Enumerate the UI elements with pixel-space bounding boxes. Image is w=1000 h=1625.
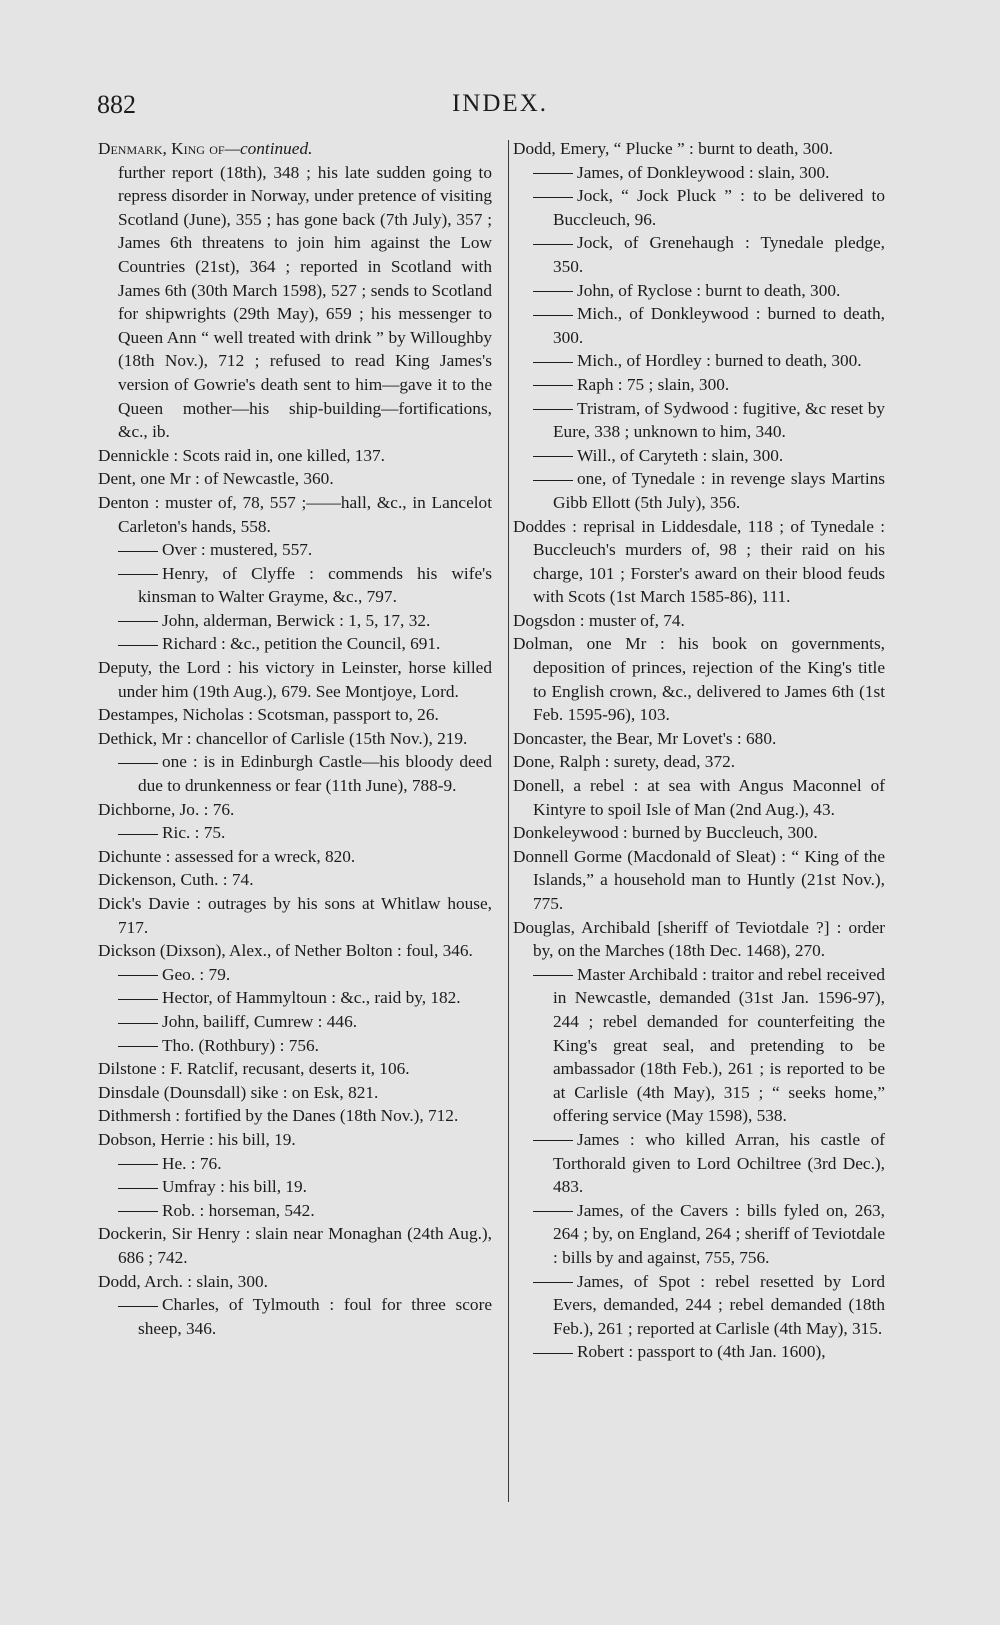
index-entry: Dogsdon : muster of, 74.	[513, 610, 685, 630]
entry-text: Rob. : horseman, 542.	[162, 1200, 315, 1220]
entry-text: one, of Tynedale : in revenge slays Martins Gibb Ellott (5th July), 356.	[553, 469, 885, 512]
repeat-dash	[533, 173, 573, 174]
index-entry: Denton : muster of, 78, 557 ;——hall, &c., in Lancelot Carleton's hands, 558.	[98, 492, 492, 536]
index-subentry	[513, 1340, 885, 1364]
index-subentry	[98, 632, 492, 656]
entry-text: James, of the Cavers : bills fyled on, 263, 264 ; by, on England, 264 ; sheriff of Teviotdale : bills by and against, 755, 756.	[553, 1200, 885, 1267]
entry-text: Richard : &c., petition the Council, 691.	[162, 634, 441, 654]
index-entry: Donnell Gorme (Macdonald of Sleat) : “ King of the Islands,” a household man to Huntly (21st Nov.), 775.	[513, 846, 885, 913]
index-subentry	[513, 1199, 885, 1270]
continued-label: —continued.	[224, 139, 313, 158]
repeat-dash	[118, 834, 158, 835]
repeat-dash	[533, 456, 573, 457]
index-subentry	[513, 184, 885, 231]
repeat-dash	[118, 999, 158, 1000]
index-subentry	[513, 279, 885, 303]
entry-text: Geo. : 79.	[162, 964, 231, 984]
repeat-dash	[118, 1188, 158, 1189]
repeat-dash	[533, 1140, 573, 1141]
repeat-dash	[118, 574, 158, 575]
index-subentry	[513, 467, 885, 514]
entry-text: Over : mustered, 557.	[162, 540, 313, 560]
entry-text: John, of Ryclose : burnt to death, 300.	[577, 280, 841, 300]
entry-text: Robert : passport to (4th Jan. 1600),	[577, 1342, 826, 1362]
repeat-dash	[533, 1282, 573, 1283]
repeat-dash	[533, 315, 573, 316]
page-header	[0, 90, 1000, 130]
index-entry: Dichborne, Jo. : 76.	[98, 799, 235, 819]
index-entry: Dodd, Emery, “ Plucke ” : burnt to death, 300.	[513, 139, 833, 158]
entry-text: Jock, of Grenehaugh : Tynedale pledge, 350.	[553, 233, 885, 276]
entry-text: James : who killed Arran, his castle of Torthorald given to Lord Ochiltree (3rd Dec.), 483.	[553, 1129, 885, 1197]
repeat-dash	[118, 1164, 158, 1165]
entry-text: Hector, of Hammyltoun : &c., raid by, 182.	[162, 988, 461, 1008]
index-entry: Dichunte : assessed for a wreck, 820.	[98, 846, 356, 866]
index-subentry	[513, 373, 885, 397]
index-entry: Donkeleywood : burned by Buccleuch, 300.	[513, 823, 818, 843]
page-number: 882	[97, 90, 136, 119]
repeat-dash	[533, 409, 573, 410]
index-subentry	[98, 538, 492, 562]
index-subentry	[98, 1175, 492, 1199]
index-entry: Dinsdale (Dounsdall) sike : on Esk, 821.	[98, 1082, 379, 1102]
index-entry: Dick's Davie : outrages by his sons at Whitlaw house, 717.	[98, 894, 492, 937]
index-entry: Dithmersh : fortified by the Danes (18th Nov.), 712.	[98, 1106, 459, 1126]
index-entry: Dethick, Mr : chancellor of Carlisle (15th Nov.), 219.	[98, 728, 468, 748]
index-entry: Doddes : reprisal in Liddesdale, 118 ; of Tynedale : Buccleuch's murders of, 98 ; their raid on his charge, 101 ; Forster's award on their blood feuds with Scots (1st March 1585-86), 111.	[513, 516, 885, 607]
entry-text: Umfray : his bill, 19.	[162, 1177, 307, 1197]
entry-text: John, alderman, Berwick : 1, 5, 17, 32.	[162, 610, 431, 630]
entry-text: Mich., of Hordley : burned to death, 300.	[577, 351, 862, 371]
entry-text: one : is in Edinburgh Castle—his bloody deed due to drunkenness or fear (11th June), 788-9.	[138, 752, 492, 796]
index-subentry	[513, 302, 885, 349]
index-subentry	[513, 444, 885, 468]
repeat-dash	[533, 197, 573, 198]
repeat-dash	[118, 763, 158, 764]
index-subentry	[513, 1128, 885, 1199]
index-entry: Dennickle : Scots raid in, one killed, 137.	[98, 445, 386, 465]
repeat-dash	[118, 975, 158, 976]
index-subentry	[98, 963, 492, 987]
repeat-dash	[533, 1211, 573, 1212]
index-entry: further report (18th), 348 ; his late sudden going to repress disorder in Norway, under pretence of visiting Scotland (June), 355 ; has gone back (7th July), 357 ; James 6th threatens to join him against the Low Countries (21st), 364 ; reported in Scotland with James 6th (30th March 1598), 527 ; sends to Scotland for shipwrights (29th May), 659 ; his messenger to Queen Ann “ well treated with drink ” by Willoughby (18th Nov.), 712 ; refused to read King James's version of Gowrie's death sent to him—gave it to the Queen mother—his ship-building—fortifications, &c., ib.	[118, 162, 492, 442]
index-entry	[98, 137, 492, 161]
entry-text: Mich., of Donkleywood : burned to death, 300.	[553, 304, 885, 347]
index-subentry	[98, 609, 492, 633]
entry-text: Jock, “ Jock Pluck ” : to be delivered to Buccleuch, 96.	[553, 186, 885, 229]
index-subentry	[98, 1293, 492, 1340]
index-entry: Donell, a rebel : at sea with Angus Maconnel of Kintyre to spoil Isle of Man (2nd Aug.), 43.	[513, 776, 885, 819]
repeat-dash	[533, 1353, 573, 1354]
repeat-dash	[118, 621, 158, 622]
entry-text: Will., of Caryteth : slain, 300.	[577, 445, 784, 465]
index-entry: Deputy, the Lord : his victory in Leinster, horse killed under him (19th Aug.), 679. See Montjoye, Lord.	[98, 658, 492, 701]
index-subentry	[513, 963, 885, 1128]
entry-text: Raph : 75 ; slain, 300.	[577, 374, 730, 394]
index-subentry	[98, 1199, 492, 1223]
entry-text: James, of Donkleywood : slain, 300.	[577, 162, 830, 182]
index-entry: Done, Ralph : surety, dead, 372.	[513, 752, 736, 772]
repeat-dash	[533, 480, 573, 481]
index-subentry	[98, 1152, 492, 1176]
repeat-dash	[533, 291, 573, 292]
entry-text: James, of Spot : rebel resetted by Lord Evers, demanded, 244 ; rebel demanded (18th Feb.), 261 ; reported at Carlisle (4th May), 315.	[553, 1271, 885, 1338]
index-entry: Destampes, Nicholas : Scotsman, passport to, 26.	[98, 705, 439, 725]
index-subentry	[513, 349, 885, 373]
index-entry: Dent, one Mr : of Newcastle, 360.	[98, 469, 334, 489]
entry-heading: Denmark, King of	[98, 139, 225, 158]
index-entry: Dockerin, Sir Henry : slain near Monaghan (24th Aug.), 686 ; 742.	[98, 1224, 492, 1267]
index-entry: Dolman, one Mr : his book on governments, deposition of princes, rejection of the King's title to English crown, &c., delivered to James 6th (1st Feb. 1595-96), 103.	[513, 634, 885, 725]
repeat-dash	[118, 645, 158, 646]
index-entry: Dickson (Dixson), Alex., of Nether Bolton : foul, 346.	[98, 941, 473, 961]
index-entry: Dilstone : F. Ratclif, recusant, deserts it, 106.	[98, 1059, 410, 1079]
repeat-dash	[118, 1046, 158, 1047]
index-entry: Douglas, Archibald [sheriff of Teviotdale ?] : order by, on the Marches (18th Dec. 1468), 270.	[513, 917, 885, 961]
index-subentry	[513, 1270, 885, 1341]
repeat-dash	[118, 1306, 158, 1307]
index-column-right	[513, 137, 885, 1364]
index-entry: Dobson, Herrie : his bill, 19.	[98, 1129, 296, 1149]
repeat-dash	[533, 385, 573, 386]
repeat-dash	[118, 551, 158, 552]
entry-text: Tristram, of Sydwood : fugitive, &c reset by Eure, 338 ; unknown to him, 340.	[553, 398, 885, 442]
index-entry: Dodd, Arch. : slain, 300.	[98, 1271, 268, 1291]
index-subentry	[98, 750, 492, 797]
entry-text: John, bailiff, Cumrew : 446.	[162, 1011, 358, 1031]
repeat-dash	[533, 362, 573, 363]
entry-text: Master Archibald : traitor and rebel received in Newcastle, demanded (31st Jan. 1596-97), 244 ; rebel demanded for counterfeiting the King's great seal, and pretending to be ambassador (18th Feb.), 261 ; is reported to be at Carlisle (4th May), 315 ; “ seeks home,” offering service (May 1598), 538.	[553, 964, 885, 1126]
entry-text: Ric. : 75.	[162, 823, 226, 843]
index-column-left	[98, 137, 492, 1340]
repeat-dash	[533, 244, 573, 245]
index-subentry	[98, 986, 492, 1010]
index-subentry	[98, 1010, 492, 1034]
repeat-dash	[533, 975, 573, 976]
page-title: INDEX.	[451, 90, 548, 117]
repeat-dash	[118, 1211, 158, 1212]
index-subentry	[98, 562, 492, 609]
entry-text: He. : 76.	[162, 1153, 222, 1173]
entry-text: Tho. (Rothbury) : 756.	[162, 1035, 319, 1055]
index-subentry	[513, 231, 885, 278]
index-subentry	[513, 397, 885, 444]
index-entry: Dickenson, Cuth. : 74.	[98, 870, 254, 890]
repeat-dash	[118, 1023, 158, 1024]
index-subentry	[513, 161, 885, 185]
column-divider	[508, 140, 509, 1502]
entry-text: Henry, of Clyffe : commends his wife's kinsman to Walter Grayme, &c., 797.	[138, 563, 492, 607]
index-entry: Doncaster, the Bear, Mr Lovet's : 680.	[513, 728, 777, 748]
entry-text: Charles, of Tylmouth : foul for three score sheep, 346.	[138, 1295, 492, 1338]
index-subentry	[98, 821, 492, 845]
index-subentry	[98, 1034, 492, 1058]
